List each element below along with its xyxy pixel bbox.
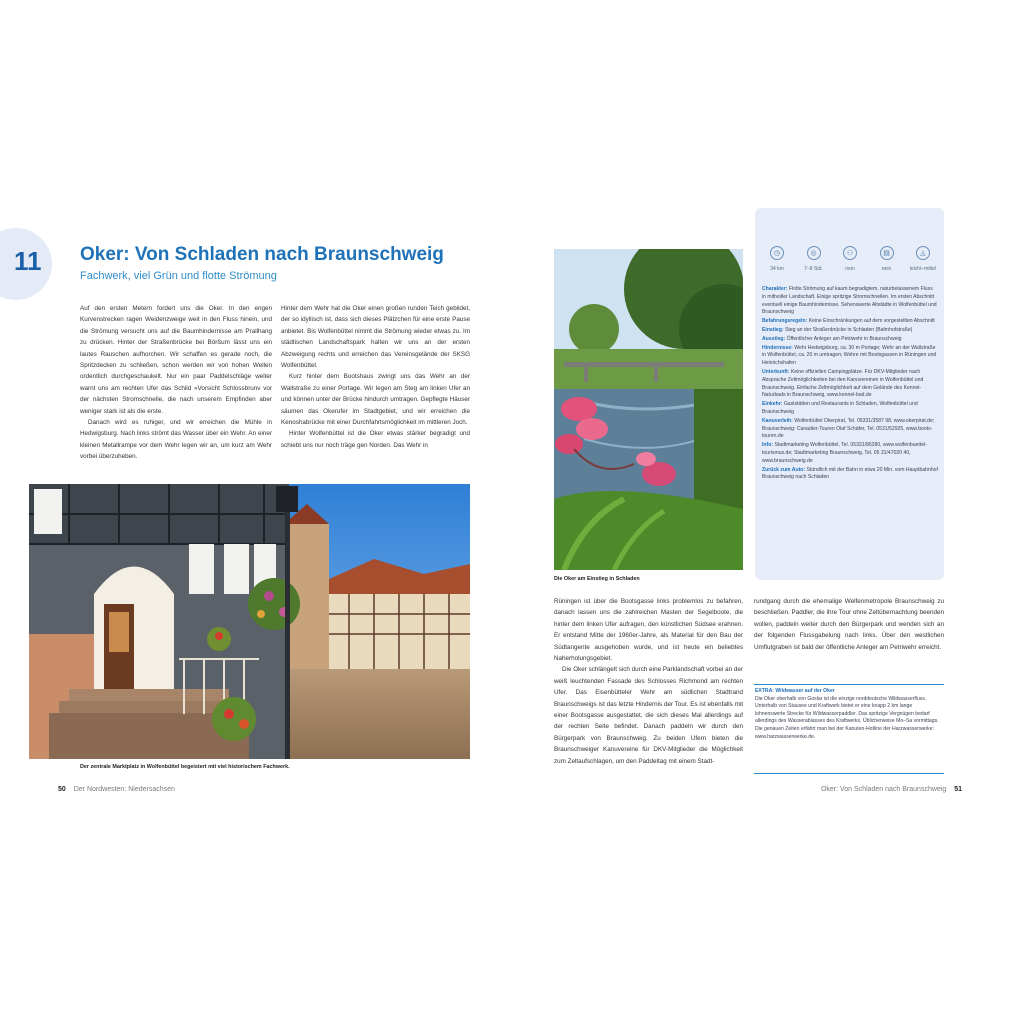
extra-title: Wildwasser auf der Oker: [775, 688, 835, 694]
left-footer-text: Der Nordwesten: Niedersachsen: [73, 786, 175, 793]
icon-label: leicht–mittel: [909, 266, 937, 272]
clock-icon: ◷: [770, 246, 784, 260]
paragraph: Danach wird es ruhiger, und wir erreichen die Mühle in Hedwigsburg. Nach links strömt das Wasser über ein Wehr. An einer kleinen Metallrampe vor dem Wehr legen wir an, um kurz am Wehr vorbei überzuheben.: [80, 419, 272, 461]
paragraph: Auf den ersten Metern fordert uns die Oker. In den engen Kurvenstrecken ragen Weidenzweige weit in den Fluss hinein, und die Strömung versucht uns auf die Baumhindernisse am Prallhang zu drücken. Hinter der Straßenbrücke bei Börßum lässt uns ein lautes Rauschen aufhorchen. Wir schaffen es gerade noch, die Spritzdecken zu schließen, schon werden wir von hohen Wellen ordentlich durchgeschaukelt. Nur ein paar Paddelschläge weiter warnt uns am rechten Ufer das Schild »Vorsicht Schlossbrunv vor der nächsten Stromschnelle, die nach unserem Empfinden aber weniger stark ist als die erste.: [80, 305, 272, 415]
paragraph: Kurz hinter dem Bootshaus zwingt uns das Wehr an der Wallstraße zu einer Portage. Wir legen am Steg am linken Ufer an und können unter der Brücke hindurch umtragen. Gepflegte Häuser säumen das Okerufer im Stadtgebiet, und wir erreichen die Kenoshabrücke mit einer Durchfahrtsmöglichkeit im mittleren Joch.: [281, 373, 470, 427]
info-icon-cell: [906, 246, 940, 272]
info-entry: [762, 336, 938, 344]
info-entry: [762, 318, 938, 326]
chapter-subtitle: Fachwerk, viel Grün und flotte Strömung: [80, 270, 277, 282]
info-key: Ausstieg:: [762, 335, 786, 342]
info-icons-row: [760, 246, 940, 272]
info-value: Keine Einschränkungen auf dem vorgestellten Abschnitt: [808, 318, 935, 325]
timer-icon: ◎: [807, 246, 821, 260]
info-key: Charakter:: [762, 286, 788, 292]
info-value: Flotte Strömung auf kaum begradigtem, naturbelassenem Fluss in mittvoller Landschaft. Einige spritzige Stromschnellen. Im ersten Abschnitt eventuell einige Baumhindernisse. Sehenswerte Altstädte in Wolfenbüttel und Braunschweig: [762, 286, 937, 316]
left-column-1: [80, 303, 272, 463]
hiking-icon: ▤: [880, 246, 894, 260]
info-value: Wolfenbüttel Okerpirat, Tel. 05331/3587 98, www.okerpirat.de; Braunschweig: Canadier-Touren Olaf Schäfer, Tel. 0531/52925, www.boots-touren.de: [762, 417, 935, 440]
info-entry: [762, 442, 938, 465]
info-key: Info:: [762, 442, 774, 449]
paragraph: Hinter dem Wehr hat die Oker einen großen runden Teich gebildet, der so idyllisch ist, dass sich dieses Plätzchen für eine erste Pause anbietet. Bis Wolfenbüttel nimmt die Strömung wieder etwas zu. Im städtischen Landschaftspark halten wir uns an der ersten Abzweigung rechts und erreichen das Vereinsgelände der SKSG Wolfenbüttel.: [281, 305, 470, 370]
extra-content: [755, 688, 941, 741]
info-value: Gaststätten und Restaurants in Schladen, Wolfenbüttel und Braunschweig: [762, 401, 918, 415]
info-value: Keine offiziellen Campingplätze. Für DKV-Mitglieder nach Absprache Zeltmöglichkeiten bei den Kanuvereinen in Wolfenbüttel und Braunschweig. Einfache Zeltmöglichkeit auf dem Gelände des Kennel-Naturbads in Braunschweig, www.kennel-bad.de: [762, 368, 924, 399]
oker-schladen-photo: [554, 249, 743, 570]
icon-label: nein: [845, 266, 855, 272]
info-icon-cell: [870, 246, 904, 272]
page-number-right: 51: [954, 786, 962, 793]
left-column-2: [281, 303, 470, 451]
info-value: Stündlich mit der Bahn in etwa 20 Min. vom Hauptbahnhof Braunschweig nach Schladen: [762, 466, 938, 481]
info-icon-cell: [760, 246, 794, 272]
info-entry: [762, 286, 938, 317]
info-key: Hindernisse:: [762, 344, 793, 351]
info-key: Unterkunft:: [762, 368, 790, 375]
info-key: Einkehr:: [762, 401, 783, 408]
info-entry: [762, 369, 938, 400]
info-entries: [762, 286, 938, 483]
oker-caption: Die Oker am Einstieg in Schladen: [554, 576, 640, 582]
info-value: Wehr Hedwigsburg, ca. 30 m Portage; Wehr an der Wallstraße in Wolfenbüttel, ca. 20 m umtragen; Wehre mit Bootsgassen in Rüningen und Heinrichshafen: [762, 344, 937, 367]
info-entry: [762, 401, 938, 417]
info-entry: [762, 418, 938, 441]
info-key: Befahrungsregeln:: [762, 318, 808, 325]
info-key: Kanuverleih:: [762, 417, 793, 424]
info-icon-cell: [833, 246, 867, 272]
info-value: Steg an der Straßenbrücke in Schladen (Bahnhofstraße): [784, 326, 913, 333]
difficulty-icon: ◬: [916, 246, 930, 260]
paragraph: Rüningen ist über die Bootsgasse links problemlos zu befahren, danach lassen uns die zahlreichen Masten der Segelboote, die hinter dem linken Ufer aufragen, den künstlichen Südsee erahnen. Er entstand Mitte der 1960er-Jahre, als Material für den Bau der Südtangente ausgehoben wurde, und ist heute ein beliebtes Naherholungsgebiet.: [554, 598, 743, 663]
marktplatz-photo: [29, 484, 470, 759]
icon-label: 7–8 Std.: [804, 266, 823, 272]
extra-key: EXTRA:: [755, 688, 774, 694]
family-icon: ⚇: [843, 246, 857, 260]
left-footer: [58, 786, 175, 793]
chapter-number: 11: [14, 246, 42, 276]
paragraph: Hinter Wolfenbüttel ist die Oker etwas stärker begradigt und schiebt uns nur noch träge gen Norden. Das Wehr in: [281, 430, 470, 449]
right-footer: [821, 786, 962, 793]
info-entry: [762, 467, 938, 483]
right-footer-text: Oker: Von Schladen nach Braunschweig: [820, 786, 947, 793]
paragraph: rundgang durch die ehemalige Welfenmetropole Braunschweig zu beschließen. Paddler, die ihre Tour ohne Zeltübernachtung beenden wollen, paddeln weiter durch den Bürgerpark und wenden sich an der folgenden Flussgabelung nach links. Über den westlichen Umflutgraben ist bald der öffentliche Anleger am Petriwehr erreicht.: [754, 598, 944, 651]
info-entry: [762, 345, 938, 368]
info-icon-cell: [797, 246, 831, 272]
page-number-left: 50: [58, 786, 66, 793]
extra-text: Die Oker oberhalb von Goslar ist die einzige norddeutsche Wildwasserfluss. Unterhalb von Stausee und Kraftwerk bietet er eine knapp 2 km lange lohnenswerte Strecke für Wildwasserpaddler. Das spritzige Vergnügen bedarf allerdings des Wasserablasses des Kraftwerks. Üblicherweise Mo–Sa vormittags. Die genauen Zeiten erfährt man bei der Kanuten-Hotline der Harzwasserwerke: www.harzwasserwerke.de.: [755, 695, 939, 740]
right-column-1: [554, 596, 743, 767]
right-column-2: [754, 596, 944, 653]
info-entry: [762, 327, 938, 335]
marktplatz-caption: Der zentrale Marktplatz in Wolfenbüttel begeistert mit viel historischem Fachwerk.: [80, 764, 290, 770]
info-value: Stadtmarketing Wolfenbüttel, Tel. 05331/86280, www.wolfenbuettel-tourismus.de; Stadtmarketing Braunschweig, Tel. 05 31/47020 40, www.braunschweig.de: [762, 442, 927, 464]
chapter-title: Oker: Von Schladen nach Braunschweig: [80, 244, 444, 265]
paragraph: Die Oker schlängelt sich durch eine Parklandschaft vorbei an der weiß leuchtenden Fassade des Schlosses Richmond am rechten Ufer. Das Eisenbütteler Wehr am südlichen Stadtrand Braunschweigs ist das letzte Hindernis der Tour. Es ist ebenfalls mit einer Bootsgasse ausgestattet, die sich dieses Mal allerdings auf der rechten Seite befindet. Danach paddeln wir durch den Bürgerpark von Braunschweig. Zu beiden Ufern bieten die Braunschweiger Kanuvereine für DKV-Mitglieder die Möglichkeit zum Zeltaufschlagen, um den Paddeltag mit einem Stadt-: [554, 666, 743, 765]
icon-label: 34 km: [770, 266, 784, 272]
info-key: Zurück zum Auto:: [762, 466, 806, 473]
info-key: Einstieg:: [762, 326, 784, 333]
icon-label: nein: [881, 266, 892, 272]
info-value: Öffentlicher Anleger am Petriwehr in Braunschweig: [786, 335, 902, 342]
